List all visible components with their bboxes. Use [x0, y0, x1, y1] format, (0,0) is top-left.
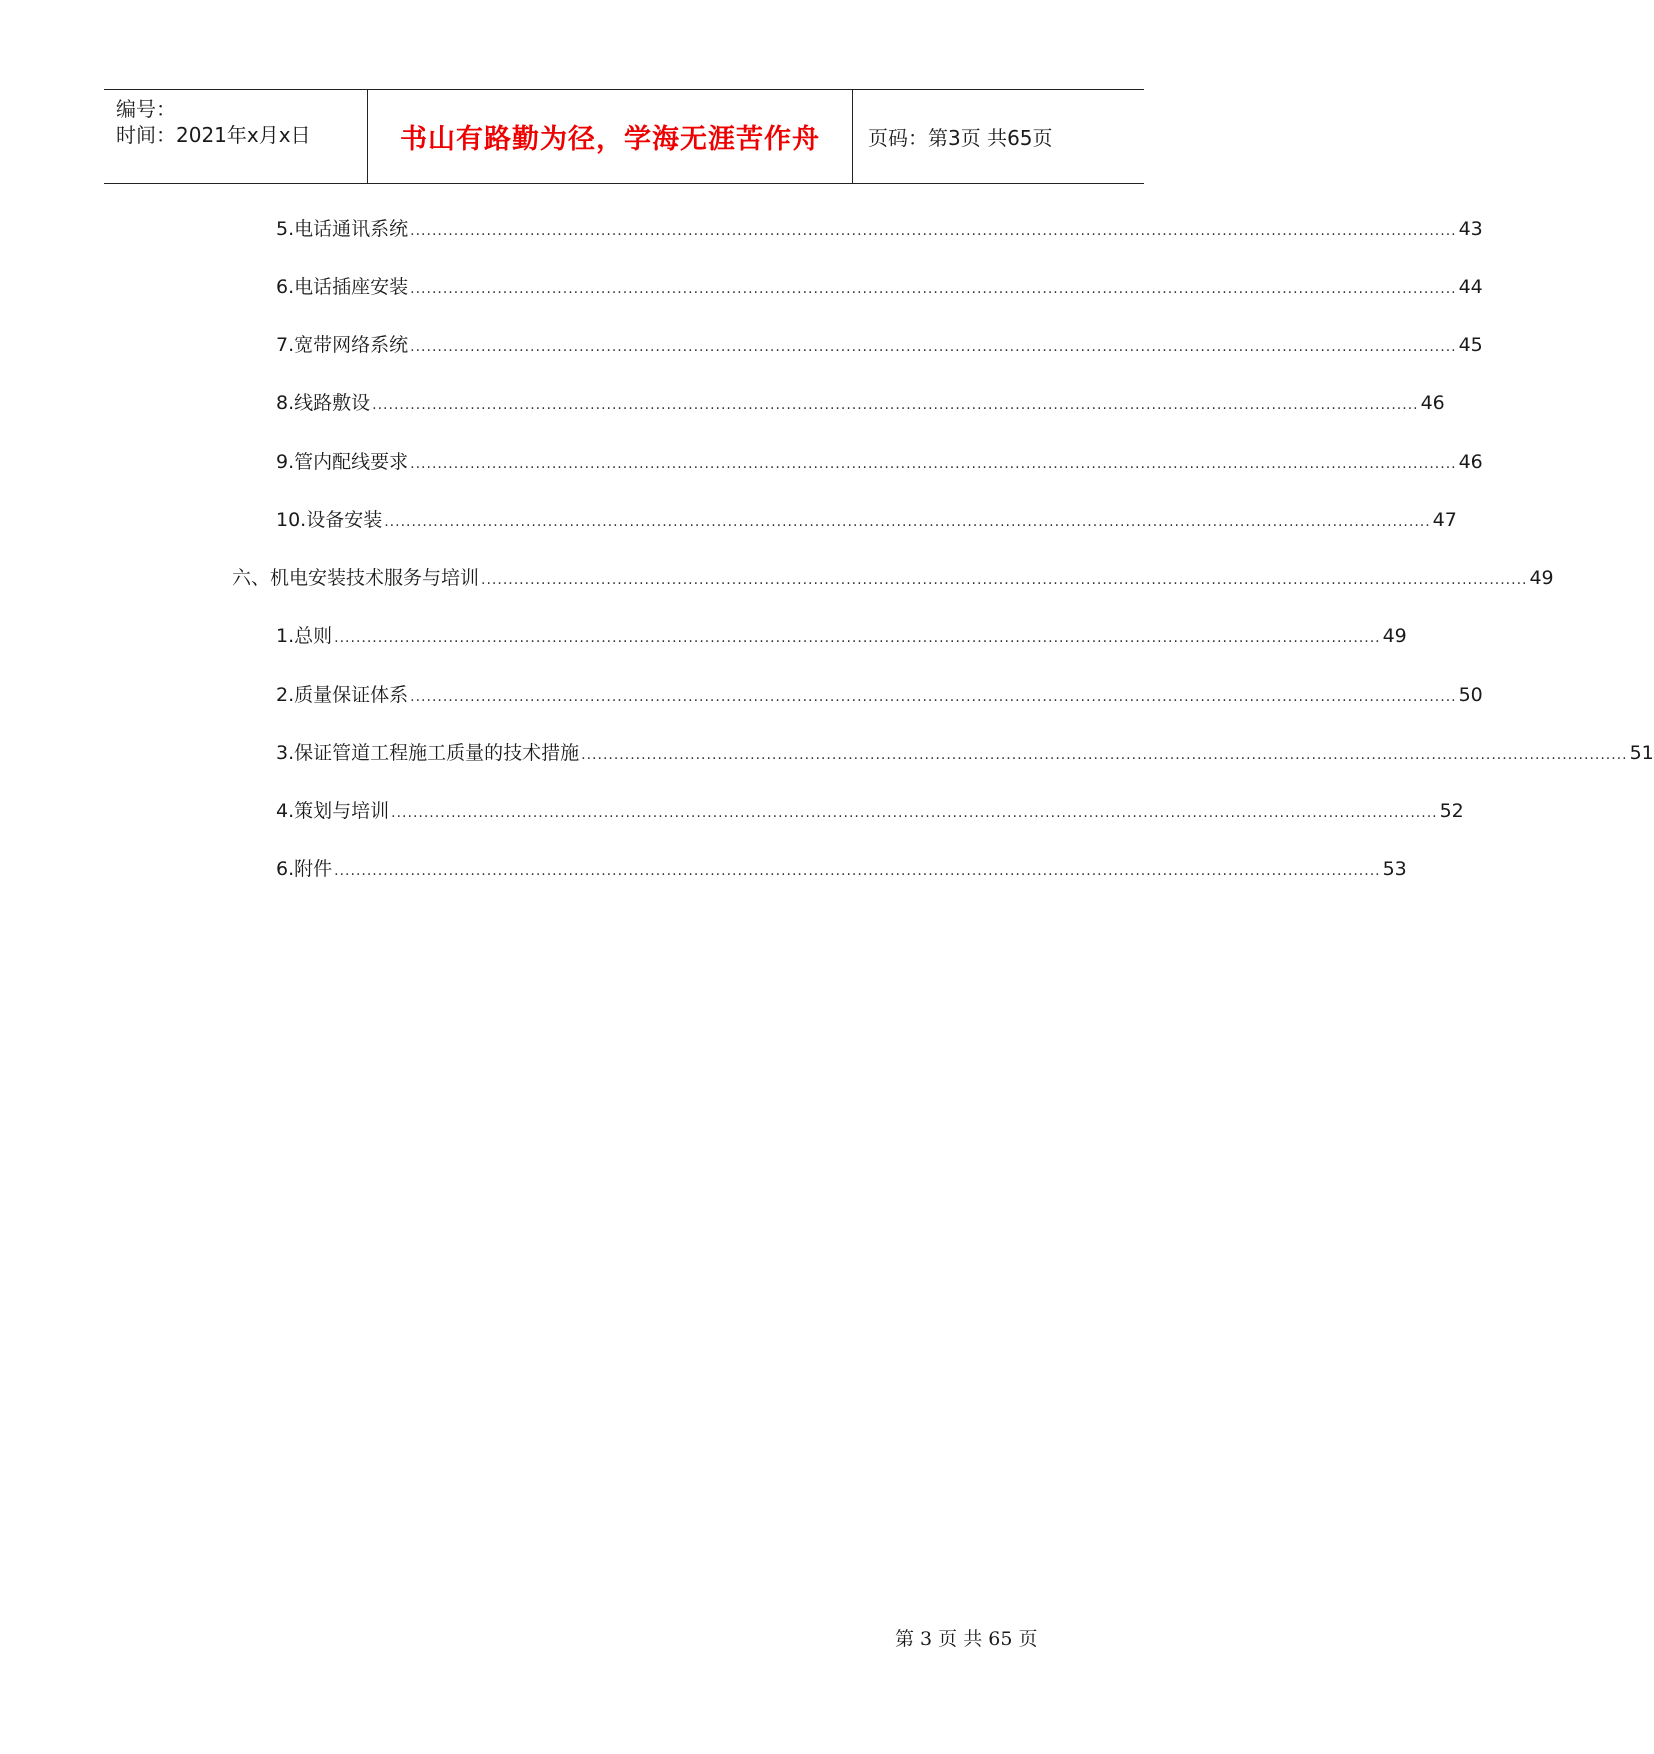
- toc-entry-title: 质量保证体系: [294, 684, 409, 706]
- header-page-cell: [854, 90, 1158, 183]
- toc-entry-page: 45: [1458, 334, 1483, 356]
- toc-entry-number: 5.: [276, 218, 295, 240]
- toc-leader-dots: ................................................................................................................................................................................................: [581, 747, 1628, 763]
- toc-entry[interactable]: [276, 738, 1654, 768]
- toc-entry[interactable]: [276, 330, 1483, 360]
- toc-entry-page: 47: [1432, 509, 1457, 531]
- toc-entry-number: 3.: [276, 742, 295, 764]
- header-left-cell: [104, 90, 368, 183]
- toc-entry-title: 附件: [294, 858, 333, 880]
- toc-entry-number: 8.: [276, 392, 295, 414]
- toc-entry-title: 管内配线要求: [294, 451, 409, 473]
- toc-entry-page: 51: [1629, 742, 1654, 764]
- toc-leader-dots: ................................................................................................................................................................................................: [410, 223, 1457, 239]
- toc-entry-number: 9.: [276, 451, 295, 473]
- header-motto-cell: [368, 90, 853, 183]
- toc-entry[interactable]: [276, 796, 1464, 826]
- toc-entry-number: 2.: [276, 684, 295, 706]
- toc-leader-dots: ................................................................................................................................................................................................: [334, 863, 1381, 879]
- toc-entry-page: 53: [1382, 858, 1407, 880]
- document-time-label: 时间：2021年x月x日: [116, 123, 311, 147]
- toc-entry-page: 46: [1458, 451, 1483, 473]
- toc-entry-number: 6.: [276, 276, 295, 298]
- toc-entry-number: 六、: [232, 567, 271, 589]
- toc-entry-number: 10.: [276, 509, 307, 531]
- toc-entry-number: 4.: [276, 800, 295, 822]
- page-header: [104, 89, 1144, 184]
- toc-entry[interactable]: [276, 447, 1483, 477]
- page-footer: 第 3 页 共 65 页: [895, 1628, 1038, 1650]
- toc-entry-title: 总则: [294, 625, 333, 647]
- toc-leader-dots: ................................................................................................................................................................................................: [410, 456, 1457, 472]
- toc-entry-page: 52: [1439, 800, 1464, 822]
- toc-entry-title: 线路敷设: [294, 392, 371, 414]
- toc-entry-title: 机电安装技术服务与培训: [270, 567, 480, 589]
- toc-entry[interactable]: [276, 505, 1457, 535]
- toc-leader-dots: ................................................................................................................................................................................................: [410, 689, 1457, 705]
- toc-leader-dots: ................................................................................................................................................................................................: [410, 339, 1457, 355]
- toc-leader-dots: ................................................................................................................................................................................................: [391, 805, 1438, 821]
- motto-text: 书山有路勤为径，学海无涯苦作舟: [400, 124, 820, 155]
- toc-entry-title: 宽带网络系统: [294, 334, 409, 356]
- toc-leader-dots: ................................................................................................................................................................................................: [410, 281, 1457, 297]
- toc-entry-number: 1.: [276, 625, 295, 647]
- toc-entry-page: 43: [1458, 218, 1483, 240]
- toc-entry-page: 50: [1458, 684, 1483, 706]
- toc-entry-title: 电话通讯系统: [294, 218, 409, 240]
- document-number-label: 编号：: [116, 97, 176, 121]
- toc-leader-dots: ................................................................................................................................................................................................: [481, 572, 1528, 588]
- toc-entry-page: 49: [1529, 567, 1554, 589]
- toc-entry-title: 设备安装: [306, 509, 383, 531]
- toc-entry-page: 44: [1458, 276, 1483, 298]
- toc-entry[interactable]: [276, 272, 1483, 302]
- page-number-info: 页码：第3页 共65页: [868, 126, 1053, 150]
- toc-entry[interactable]: [276, 621, 1407, 651]
- toc-entry-page: 49: [1382, 625, 1407, 647]
- toc-leader-dots: ................................................................................................................................................................................................: [372, 397, 1419, 413]
- toc-entry-number: 7.: [276, 334, 295, 356]
- toc-entry-title: 电话插座安装: [294, 276, 409, 298]
- toc-entry-title: 策划与培训: [294, 800, 390, 822]
- toc-leader-dots: ................................................................................................................................................................................................: [384, 514, 1431, 530]
- toc-entry[interactable]: [276, 214, 1483, 244]
- toc-entry-number: 6.: [276, 858, 295, 880]
- toc-entry[interactable]: [276, 388, 1445, 418]
- toc-entry[interactable]: [276, 854, 1407, 884]
- toc-chapter-entry[interactable]: [232, 563, 1554, 593]
- toc-leader-dots: ................................................................................................................................................................................................: [334, 630, 1381, 646]
- toc-entry-page: 46: [1420, 392, 1445, 414]
- toc-entry[interactable]: [276, 680, 1483, 710]
- toc-entry-title: 保证管道工程施工质量的技术措施: [294, 742, 580, 764]
